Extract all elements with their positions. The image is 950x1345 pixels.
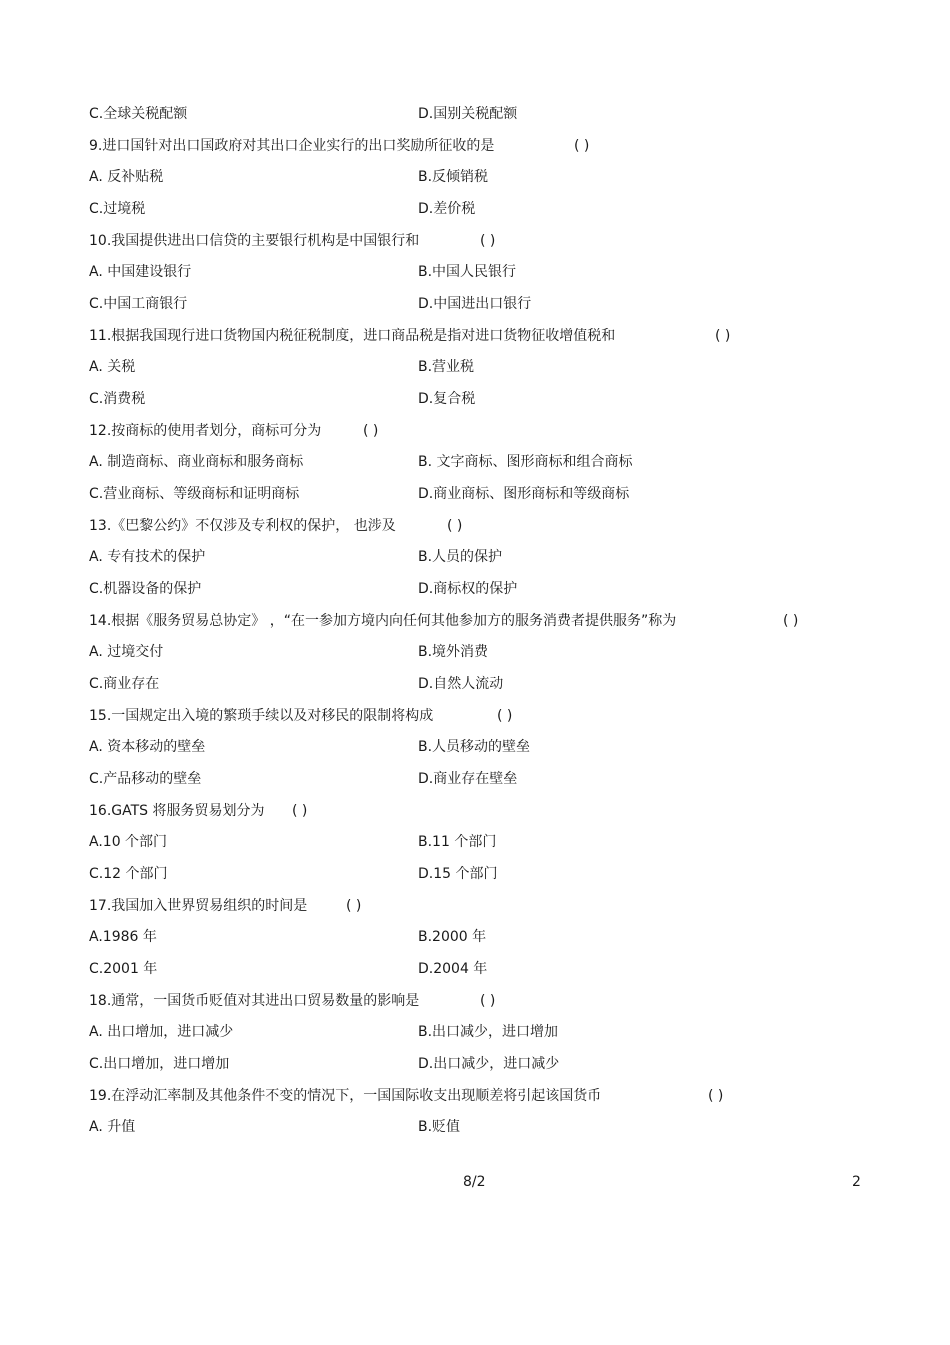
question-text: 9.进口国针对出口国政府对其出口企业实行的出口奖励所征收的是 <box>89 138 495 154</box>
option-d: D.商业存在壁垒 <box>418 771 518 787</box>
option-d: D.出口减少，进口减少 <box>418 1056 560 1072</box>
page-footer <box>0 1172 950 1192</box>
option-b: B.出口减少，进口增加 <box>418 1024 559 1040</box>
question-16 <box>89 799 879 830</box>
option-d: D.商业商标、图形商标和等级商标 <box>418 486 630 502</box>
option-a: A. 中国建设银行 <box>89 264 192 280</box>
option-a: A. 升值 <box>89 1119 136 1135</box>
option-a: A. 反补贴税 <box>89 169 164 185</box>
option-b: B.贬值 <box>418 1119 461 1135</box>
option-a: A. 过境交付 <box>89 644 164 660</box>
answer-blank: ( ) <box>292 803 308 819</box>
option-b: B.中国人民银行 <box>418 264 517 280</box>
question-text: 14.根据《服务贸易总协定》 ，“在一参加方境内向任何其他参加方的服务消费者提供服务”称为 <box>89 613 677 629</box>
question-text: 11.根据我国现行进口货物国内税征税制度，进口商品税是指对进口货物征收增值税和 <box>89 328 616 344</box>
option-c: C.2001 年 <box>89 961 158 977</box>
option-c: C.机器设备的保护 <box>89 581 202 597</box>
options-row <box>89 292 879 324</box>
option-d: D.国别关税配额 <box>418 106 518 122</box>
question-12 <box>89 419 879 450</box>
options-row <box>89 387 879 419</box>
option-b: B.2000 年 <box>418 929 487 945</box>
question-text: 19.在浮动汇率制及其他条件不变的情况下，一国国际收支出现顺差将引起该国货币 <box>89 1088 602 1104</box>
question-17 <box>89 894 879 925</box>
options-row <box>89 577 879 609</box>
option-d: D.商标权的保护 <box>418 581 518 597</box>
option-c: C.过境税 <box>89 201 146 217</box>
question-15 <box>89 704 879 735</box>
options-row <box>89 957 879 989</box>
question-text: 12.按商标的使用者划分，商标可分为 <box>89 423 322 439</box>
option-d: D.复合税 <box>418 391 476 407</box>
option-c: C.消费税 <box>89 391 146 407</box>
answer-blank: ( ) <box>480 993 496 1009</box>
options-row <box>89 862 879 894</box>
options-row <box>89 260 879 292</box>
options-row <box>89 450 879 482</box>
option-c: C.商业存在 <box>89 676 160 692</box>
option-a: A. 关税 <box>89 359 136 375</box>
question-text: 18.通常，一国货币贬值对其进出口贸易数量的影响是 <box>89 993 420 1009</box>
option-c: C.全球关税配额 <box>89 106 188 122</box>
options-row <box>89 102 879 134</box>
option-a: A.10 个部门 <box>89 834 168 850</box>
answer-blank: ( ) <box>447 518 463 534</box>
options-row <box>89 482 879 514</box>
answer-blank: ( ) <box>480 233 496 249</box>
options-row <box>89 672 879 704</box>
question-text: 15.一国规定出入境的繁琐手续以及对移民的限制将构成 <box>89 708 434 724</box>
option-d: D.2004 年 <box>418 961 488 977</box>
answer-blank: ( ) <box>574 138 590 154</box>
options-row <box>89 545 879 577</box>
question-text: 13.《巴黎公约》不仅涉及专利权的保护， 也涉及 <box>89 518 396 534</box>
option-b: B.营业税 <box>418 359 475 375</box>
options-row <box>89 767 879 799</box>
answer-blank: ( ) <box>363 423 379 439</box>
option-c: C.出口增加，进口增加 <box>89 1056 230 1072</box>
question-11 <box>89 324 879 355</box>
option-a: A.1986 年 <box>89 929 157 945</box>
option-b: B.境外消费 <box>418 644 489 660</box>
option-c: C.中国工商银行 <box>89 296 188 312</box>
option-b: B. 文字商标、图形商标和组合商标 <box>418 454 633 470</box>
option-c: C.营业商标、等级商标和证明商标 <box>89 486 300 502</box>
options-row <box>89 165 879 197</box>
options-row <box>89 197 879 229</box>
page-fraction: 8/2 <box>463 1174 486 1190</box>
question-10 <box>89 229 879 260</box>
page-number: 2 <box>852 1174 861 1190</box>
options-row <box>89 925 879 957</box>
question-text: 10.我国提供进出口信贷的主要银行机构是中国银行和 <box>89 233 420 249</box>
question-14 <box>89 609 879 640</box>
option-b: B.人员的保护 <box>418 549 503 565</box>
option-b: B.反倾销税 <box>418 169 489 185</box>
question-9 <box>89 134 879 165</box>
option-d: D.自然人流动 <box>418 676 504 692</box>
option-d: D.差价税 <box>418 201 476 217</box>
question-19 <box>89 1084 879 1115</box>
question-text: 17.我国加入世界贸易组织的时间是 <box>89 898 308 914</box>
options-row <box>89 355 879 387</box>
options-row <box>89 1115 879 1147</box>
option-d: D.15 个部门 <box>418 866 498 882</box>
option-b: B.人员移动的壁垒 <box>418 739 531 755</box>
question-text: 16.GATS 将服务贸易划分为 <box>89 803 265 819</box>
options-row <box>89 1052 879 1084</box>
question-13 <box>89 514 879 545</box>
answer-blank: ( ) <box>497 708 513 724</box>
answer-blank: ( ) <box>708 1088 724 1104</box>
option-b: B.11 个部门 <box>418 834 497 850</box>
option-a: A. 出口增加，进口减少 <box>89 1024 234 1040</box>
options-row <box>89 735 879 767</box>
option-d: D.中国进出口银行 <box>418 296 532 312</box>
exam-content <box>89 102 879 1147</box>
option-c: C.产品移动的壁垒 <box>89 771 202 787</box>
option-c: C.12 个部门 <box>89 866 168 882</box>
question-18 <box>89 989 879 1020</box>
options-row <box>89 830 879 862</box>
option-a: A. 专有技术的保护 <box>89 549 206 565</box>
options-row <box>89 1020 879 1052</box>
answer-blank: ( ) <box>715 328 731 344</box>
option-a: A. 制造商标、商业商标和服务商标 <box>89 454 304 470</box>
answer-blank: ( ) <box>783 613 799 629</box>
option-a: A. 资本移动的壁垒 <box>89 739 206 755</box>
answer-blank: ( ) <box>346 898 362 914</box>
options-row <box>89 640 879 672</box>
